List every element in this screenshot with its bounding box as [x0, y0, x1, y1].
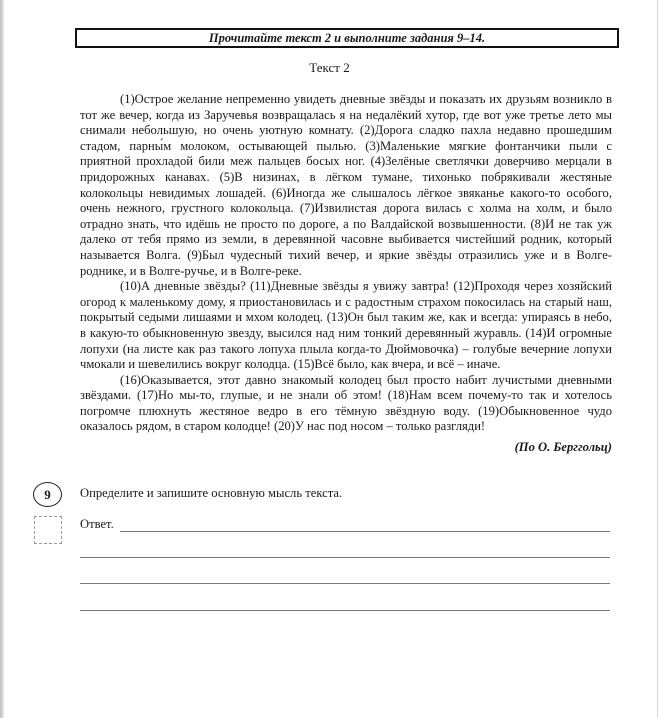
paragraph-1: (1)Острое желание непременно увидеть дневные звёзды и показать их друзьям возникло в тот же вечер, когда из Заручевья возвращалась я на недалёкий хутор, где вот уже третье лето мы снимали небольшую, но очень уютную комнату. (2)Дорога сладко пахла недавно прошедшим стадом, парны́м молоком, остывающей пылью. (3)Маленькие мягкие фонтанчики пыли с приятной прохладой били меж пальцев босых ног. (4)Зелёные светлячки доверчиво мерцали в придорожных канавах. (5)В низинах, в лёгком тумане, тихонько побрякивали жестяные колокольцы невидимых лошадей. (6)Иногда же слышалось лёгкое звяканье какого-то особого, очень нежного, грустного колокольца. (7)Извилистая дорога вилась с холма на холм, и было отрадно знать, что идёшь не просто по дороге, а по Валдайской возвышенности. (8)И не так уж далеко от тебя прямо из земли, в деревянной часовне выбивается чистейший родник, который называется Волга. (9)Был чудесный тихий вечер, и яркие звёзды отразились уже и в Волге-роднике, и в Волге-ручье, и в Волге-реке. [80, 92, 612, 278]
author-attribution: (По О. Берггольц) [514, 440, 612, 455]
reading-text [80, 92, 612, 456]
answer-line-1[interactable] [120, 531, 610, 532]
page-shadow-left [0, 0, 4, 718]
paragraph-3: (16)Оказывается, этот давно знакомый колодец был просто набит лучистыми дневными звёздами. (17)Но мы-то, глупые, и не знали об этом! (18)Нам всем почему-то так и хотелось погромче плюхнуть жестяное ведро в его тёмную звёздную воду. (19)Обыкновенное чудо оказалось рядом, в старом колодце! (20)У нас под носом – только разгляди! [80, 372, 612, 434]
score-box[interactable] [34, 516, 62, 544]
answer-line-2[interactable] [80, 557, 610, 558]
instruction-banner: Прочитайте текст 2 и выполните задания 9–14. [75, 28, 619, 48]
answer-label: Ответ. [80, 517, 114, 531]
text-title: Текст 2 [309, 60, 350, 75]
answer-line-3[interactable] [80, 583, 610, 584]
answer-line-4[interactable] [80, 610, 610, 611]
paragraph-2: (10)А дневные звёзды? (11)Дневные звёзды я увижу завтра! (12)Проходя через хозяйский огород к маленькому дому, я приостановилась и с радостным страхом покосилась на старый наш, покрытый седыми лишаями и мхом колодец. (13)Он был таким же, как и всегда: упираясь в небо, в какую-то обыкновенную звезду, высился над ним тонкий деревянный журавль. (14)И огромные лопухи (на листе как раз такого лопуха плыла когда-то Дюймовочка) – голубые вечерние лопухи чмокали и шевелились вокруг колодца. (15)Всё было, как вчера, и всё – иначе. [80, 279, 612, 372]
task-number-badge: 9 [33, 482, 62, 507]
task-question: Определите и запишите основную мысль текста. [80, 486, 343, 500]
page-edge-right [657, 0, 658, 718]
